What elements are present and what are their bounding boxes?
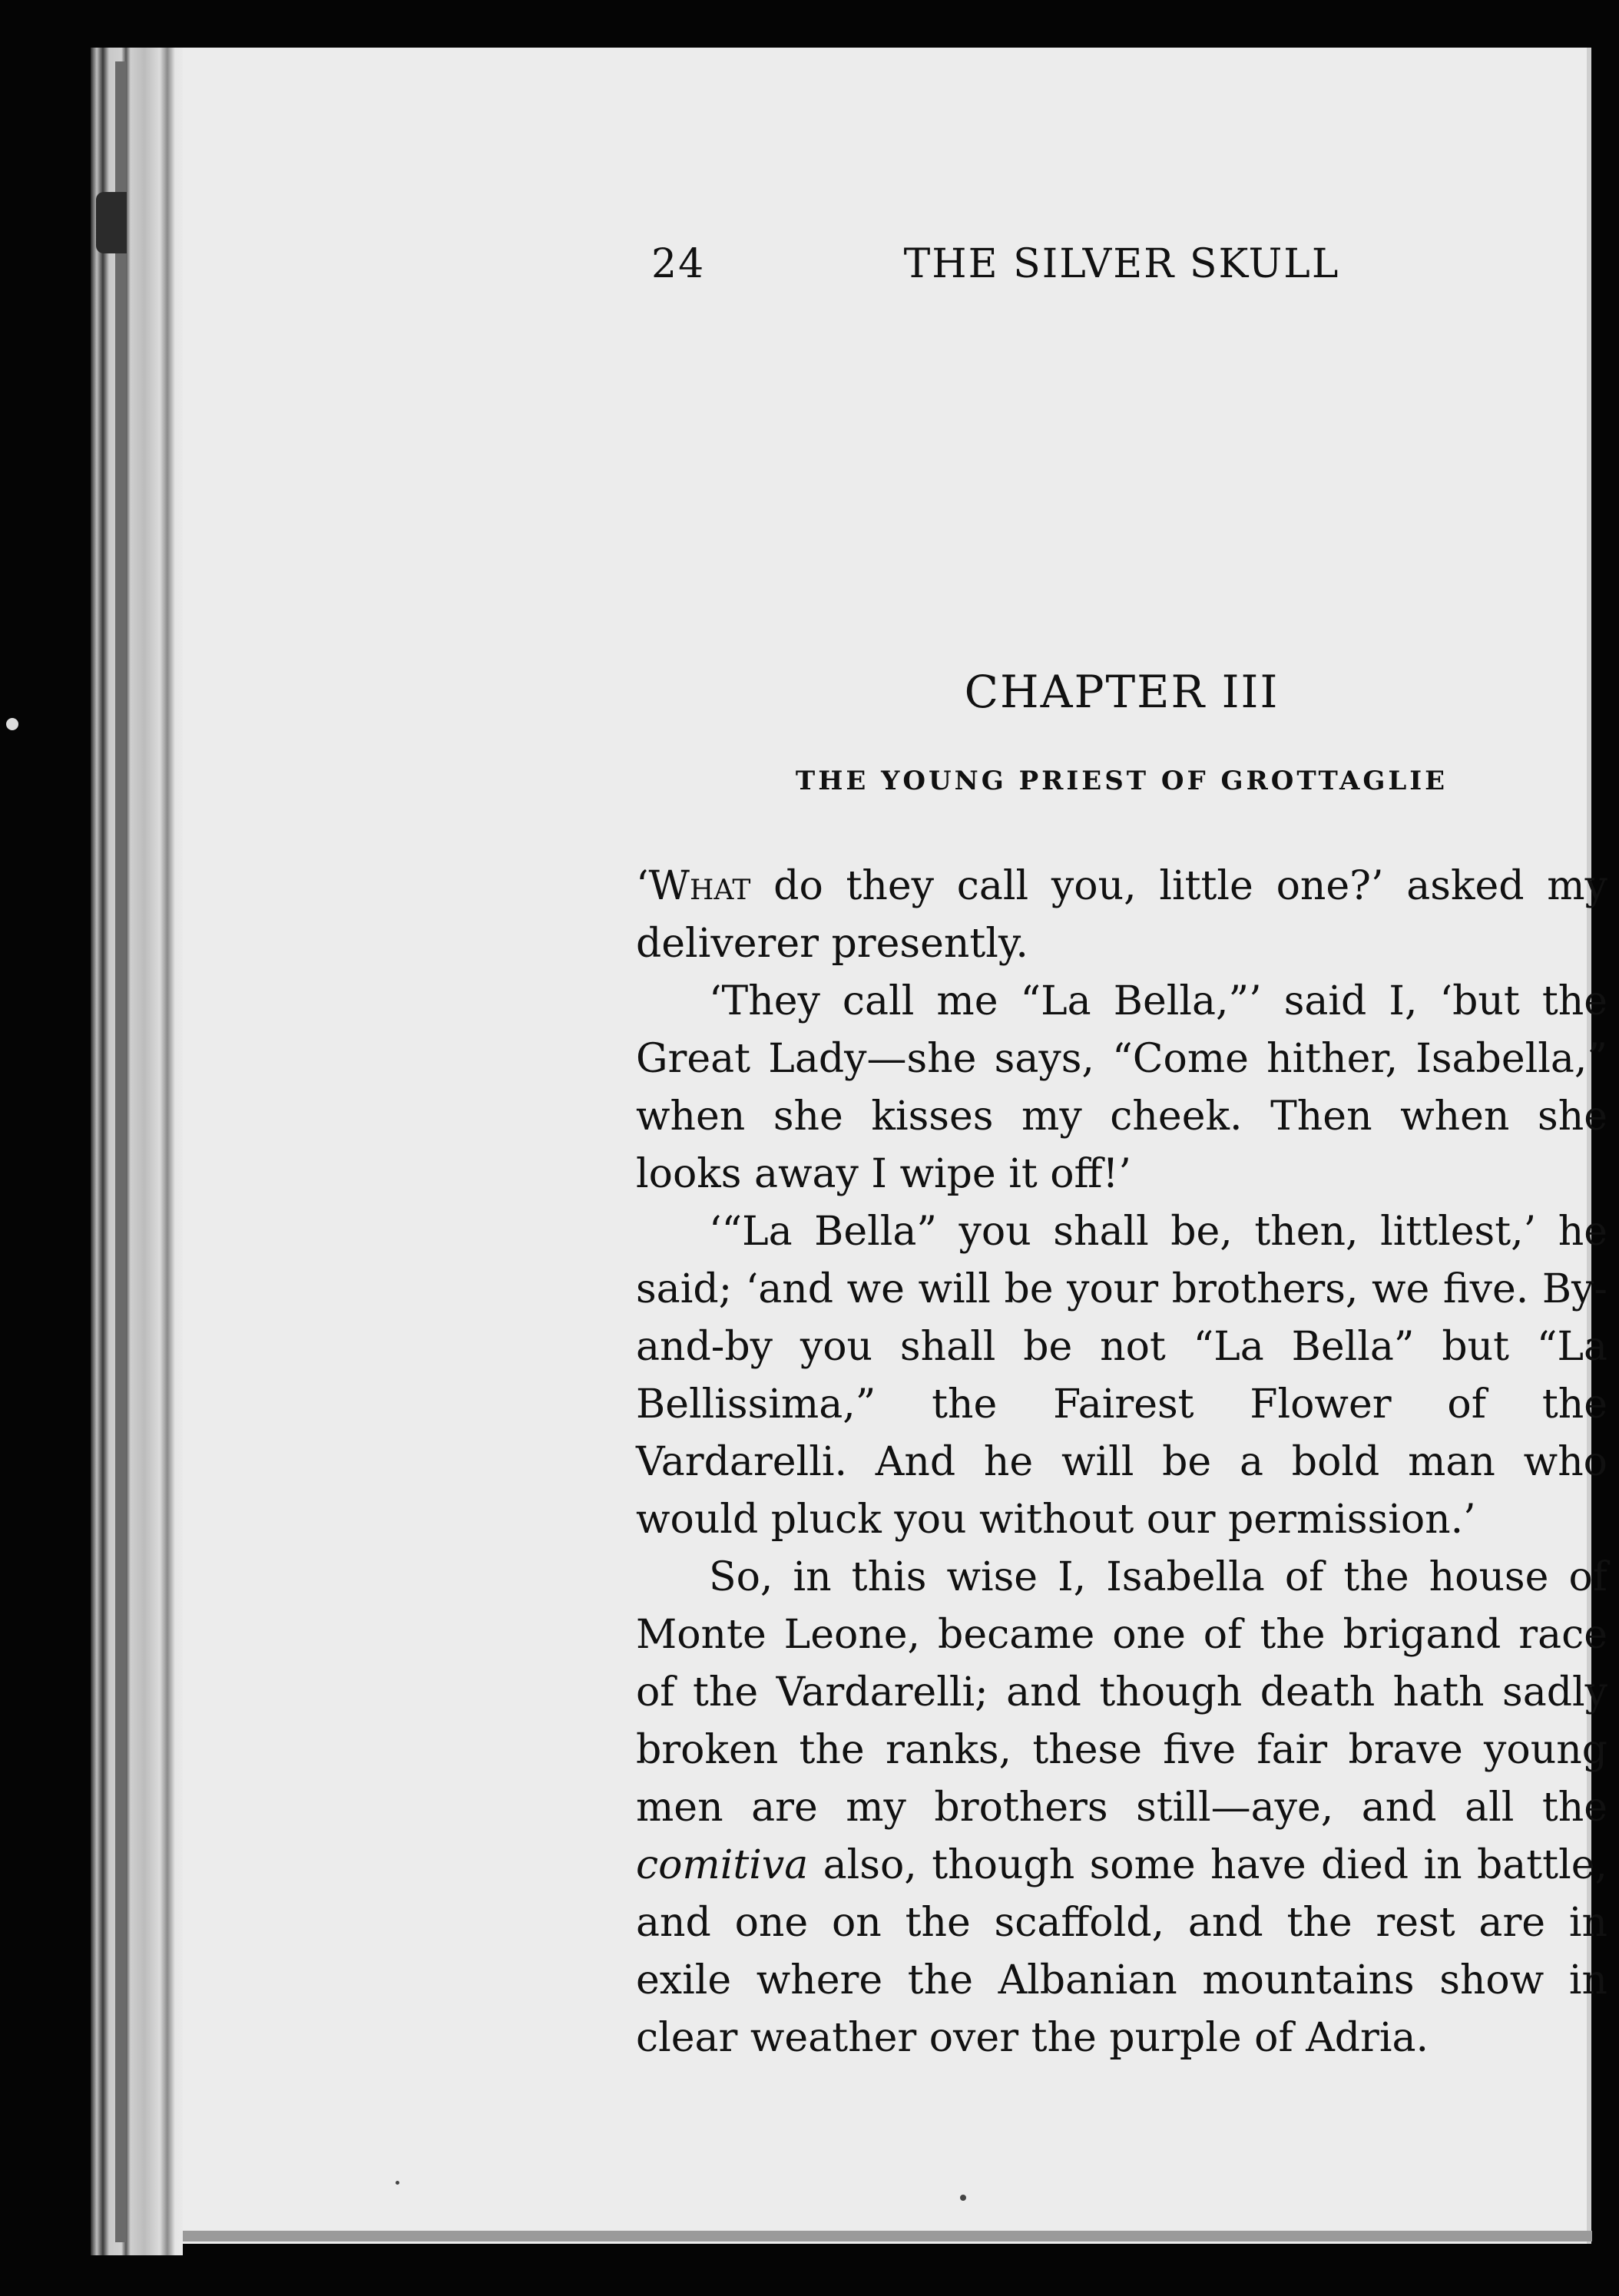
running-head [636,241,1607,287]
paragraph-4 [636,1549,1607,2067]
opening-quote: ‘ [636,863,649,909]
body-text [636,858,1607,2067]
page-sheet [183,48,1607,2244]
chapter-title: THE YOUNG PRIEST OF GROTTAGLIE [795,766,1448,796]
spine-binding-bar [115,61,126,2242]
spine-clasp-mark [96,192,127,253]
paragraph-1-text: do they call you, little one?’ asked my deliverer presently. [636,863,1607,967]
paragraph-4-text-b: also, though some have died in battle, and one on the scaffold, and the rest are in exile where the Albanian mountains show in clear weather over the purple of Adria. [636,1842,1607,2061]
paragraph-2: ‘They call me “La Bella,”’ said I, ‘but the Great Lady—she says, “Come hither, Isabella,” when she kisses my cheek. Then when she looks away I wipe it off!’ [636,978,1607,1197]
page-bottom-edge [183,2231,1592,2241]
paragraph-3: ‘“La Bella” you shall be, then, littlest,’ he said; ‘and we will be your brothers, we five. By-and-by you shall be not “La Bella” but “La Bellissima,” the Fairest Flower of the Vardarelli. And he will be a bold man who would pluck you without our permission.’ [636,1209,1607,1543]
dust-speck [396,2181,399,2185]
book-spine-edge [91,48,183,2255]
lead-word: What [648,863,751,909]
running-head-title: THE SILVER SKULL [903,241,1340,287]
dust-speck [960,2195,966,2201]
dust-speck [6,718,18,730]
page-number: 24 [651,241,706,287]
chapter-number: CHAPTER III [964,666,1280,718]
paragraph-4-text-a: So, in this wise I, Isabella of the house of Monte Leone, became one of the brigand race of the Vardarelli; and though death hath sadly broken the ranks, these five fair brave young men are my brothers still—aye, and all the [636,1554,1607,1831]
paragraph-1 [636,858,1607,973]
italic-term: comitiva [636,1842,809,1888]
